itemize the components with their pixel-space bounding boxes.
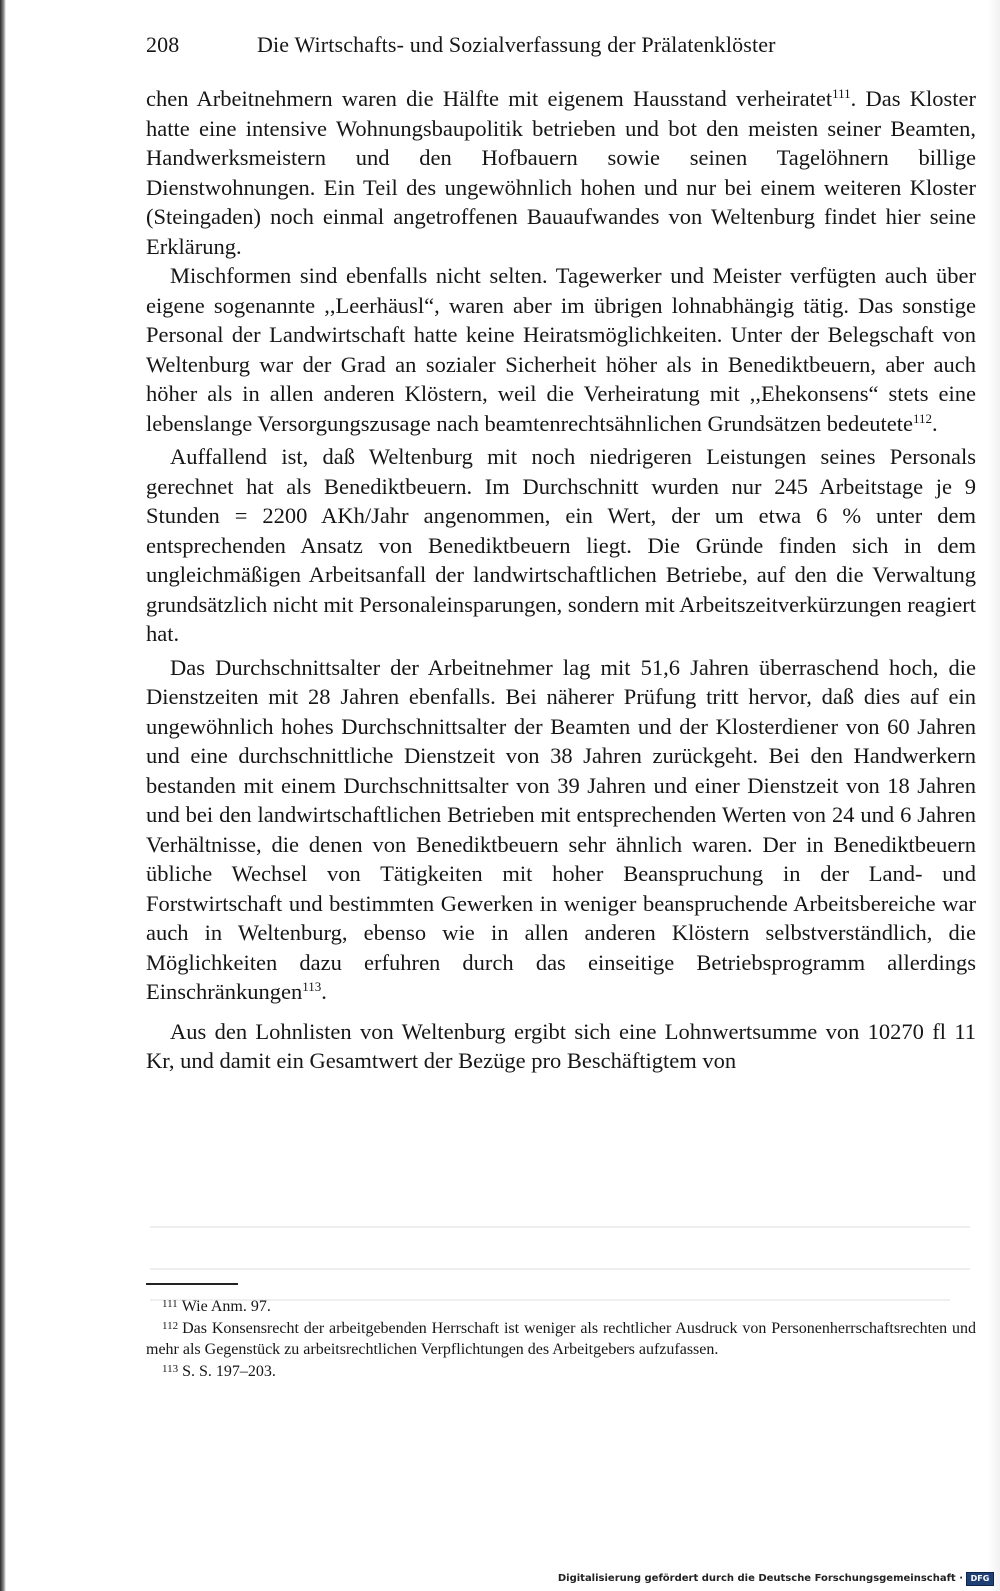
dfg-logo-icon[interactable]: DFG: [966, 1572, 994, 1586]
paragraph-text: .: [932, 410, 938, 436]
digitization-credit: [558, 1571, 994, 1586]
footnote-text: S. S. 197–203.: [182, 1362, 276, 1380]
paragraph-text: .: [321, 979, 327, 1004]
footnote: [146, 1318, 976, 1361]
footnote-separator: [146, 1283, 238, 1285]
credit-text: Digitalisierung gefördert durch die Deutsche Forschungsgemeinschaft ·: [557, 1573, 963, 1584]
paragraph: [146, 261, 976, 438]
paragraph-text: Mischformen sind ebenfalls nicht selten. Tagewerker und Meister verfügten auch über eigene sogenannte ,,Leerhäusl“, waren aber im übrigen lohnabhängig tätig. Das sonstige Personal der Landwirtschaft hatte keine Heiratsmöglichkeiten. Unter der Belegschaft von Weltenburg war der Grad an sozialer Sicherheit höher als in Benediktbeuern, aber auch höher als in allen anderen Klöstern, weil die Verheiratung mit ,,Ehekonsens“ stets eine lebenslange Versorgungszusage nach beamtenrechtsähnlichen Grundsätzen bedeutete: [146, 263, 976, 436]
footnote-number: 111: [162, 1298, 178, 1310]
footnote-number: 112: [162, 1319, 179, 1332]
footnote-reference[interactable]: 113: [302, 979, 322, 994]
page-binding-edge: [0, 0, 6, 1591]
footnote-text: Wie Anm. 97.: [181, 1298, 271, 1315]
paragraph-text: chen Arbeitnehmern waren die Hälfte mit eigenem Hausstand verheiratet: [146, 86, 833, 111]
paragraph: [146, 84, 976, 261]
paragraph: Auffallend ist, daß Weltenburg mit noch niedrigeren Leistungen seines Personals gerechnet hat als Benediktbeuern. Im Durchschnitt wurden nur 245 Arbeitstage je 9 Stunden = 2200 AKh/Jahr angenommen, ein Wert, der um etwa 6 % unter dem entsprechenden Ansatz von Benediktbeuern liegt. Die Gründe finden sich in dem ungleichmäßigen Arbeitsanfall der landwirtschaftlichen Betriebe, auf den die Verwaltung grundsätzlich nicht mit Personaleinsparungen, sondern mit Arbeitszeitverkürzungen reagiert hat.: [146, 444, 976, 646]
show-through-line: [150, 1226, 970, 1228]
page-right-shadow: [988, 0, 1000, 1591]
footnote-text: Das Konsensrecht der arbeitgebenden Herrschaft ist weniger als rechtlicher Ausdruck von Personenherrschaftsrechten und mehr als Gegenstück zu arbeitsrechtlichen Verpflichtungen des Arbeitgebers aufzufassen.: [146, 1319, 976, 1358]
footnote: [146, 1296, 976, 1318]
show-through-line: [150, 1268, 970, 1270]
paragraph-text: . Das Kloster hatte eine intensive Wohnungsbaupolitik betrieben und bot den meisten seiner Beamten, Handwerksmeistern und den Hofbauern sowie seinen Tagelöhnern billige Dienstwohnungen. Ein Teil des ungewöhnlich hohen und nur bei einem weiteren Kloster (Steingaden) noch einmal angetroffenen Bauaufwandes von Weltenburg findet hier seine Erklärung.: [146, 86, 976, 259]
paragraph-text: Das Durchschnittsalter der Arbeitnehmer lag mit 51,6 Jahren überraschend hoch, die Dienstzeiten mit 28 Jahren ebenfalls. Bei näherer Prüfung tritt hervor, daß dies auf ein ungewöhnlich hohes Durchschnittsalter der Beamten und der Klosterdiener von 60 Jahren und eine durchschnittliche Dienstzeit von 38 Jahren zurückgeht. Bei den Handwerkern bestanden mit einem Durchschnittsalter von 39 Jahren und einer Dienstzeit von 18 Jahren und bei den landwirtschaftlichen Betrieben mit entsprechenden Werten von 24 und 6 Jahren Verhältnisse, die denen von Benediktbeuern sehr ähnlich waren. Der in Benediktbeuern übliche Wechsel von Tätigkeiten mit hoher Beanspruchung in der Land- und Forstwirtschaft und bestimmten Gewerken in weniger beanspruchende Arbeitsbereiche war auch in Weltenburg, ebenso wie in allen anderen Klöstern selbstverständlich, die Möglichkeiten dazu erfuhren durch das einseitige Betriebsprogramm allerdings Einschränkungen: [146, 654, 976, 1004]
footnotes: [146, 1296, 976, 1382]
running-head: [146, 32, 976, 66]
body-text: [146, 84, 976, 1076]
footnote: [146, 1361, 976, 1383]
footnote-number: 113: [162, 1362, 179, 1375]
paragraph: Aus den Lohnlisten von Weltenburg ergibt sich eine Lohnwertsumme von 10270 fl 11 Kr, und damit ein Gesamtwert der Bezüge pro Beschäftigtem von: [146, 1018, 976, 1073]
footnote-reference[interactable]: 112: [913, 410, 933, 426]
page-number: 208: [146, 32, 180, 57]
paragraph: [146, 653, 976, 1007]
running-title: Die Wirtschafts- und Sozialverfassung der Prälatenklöster: [257, 32, 776, 57]
footnote-reference[interactable]: 111: [832, 86, 851, 101]
